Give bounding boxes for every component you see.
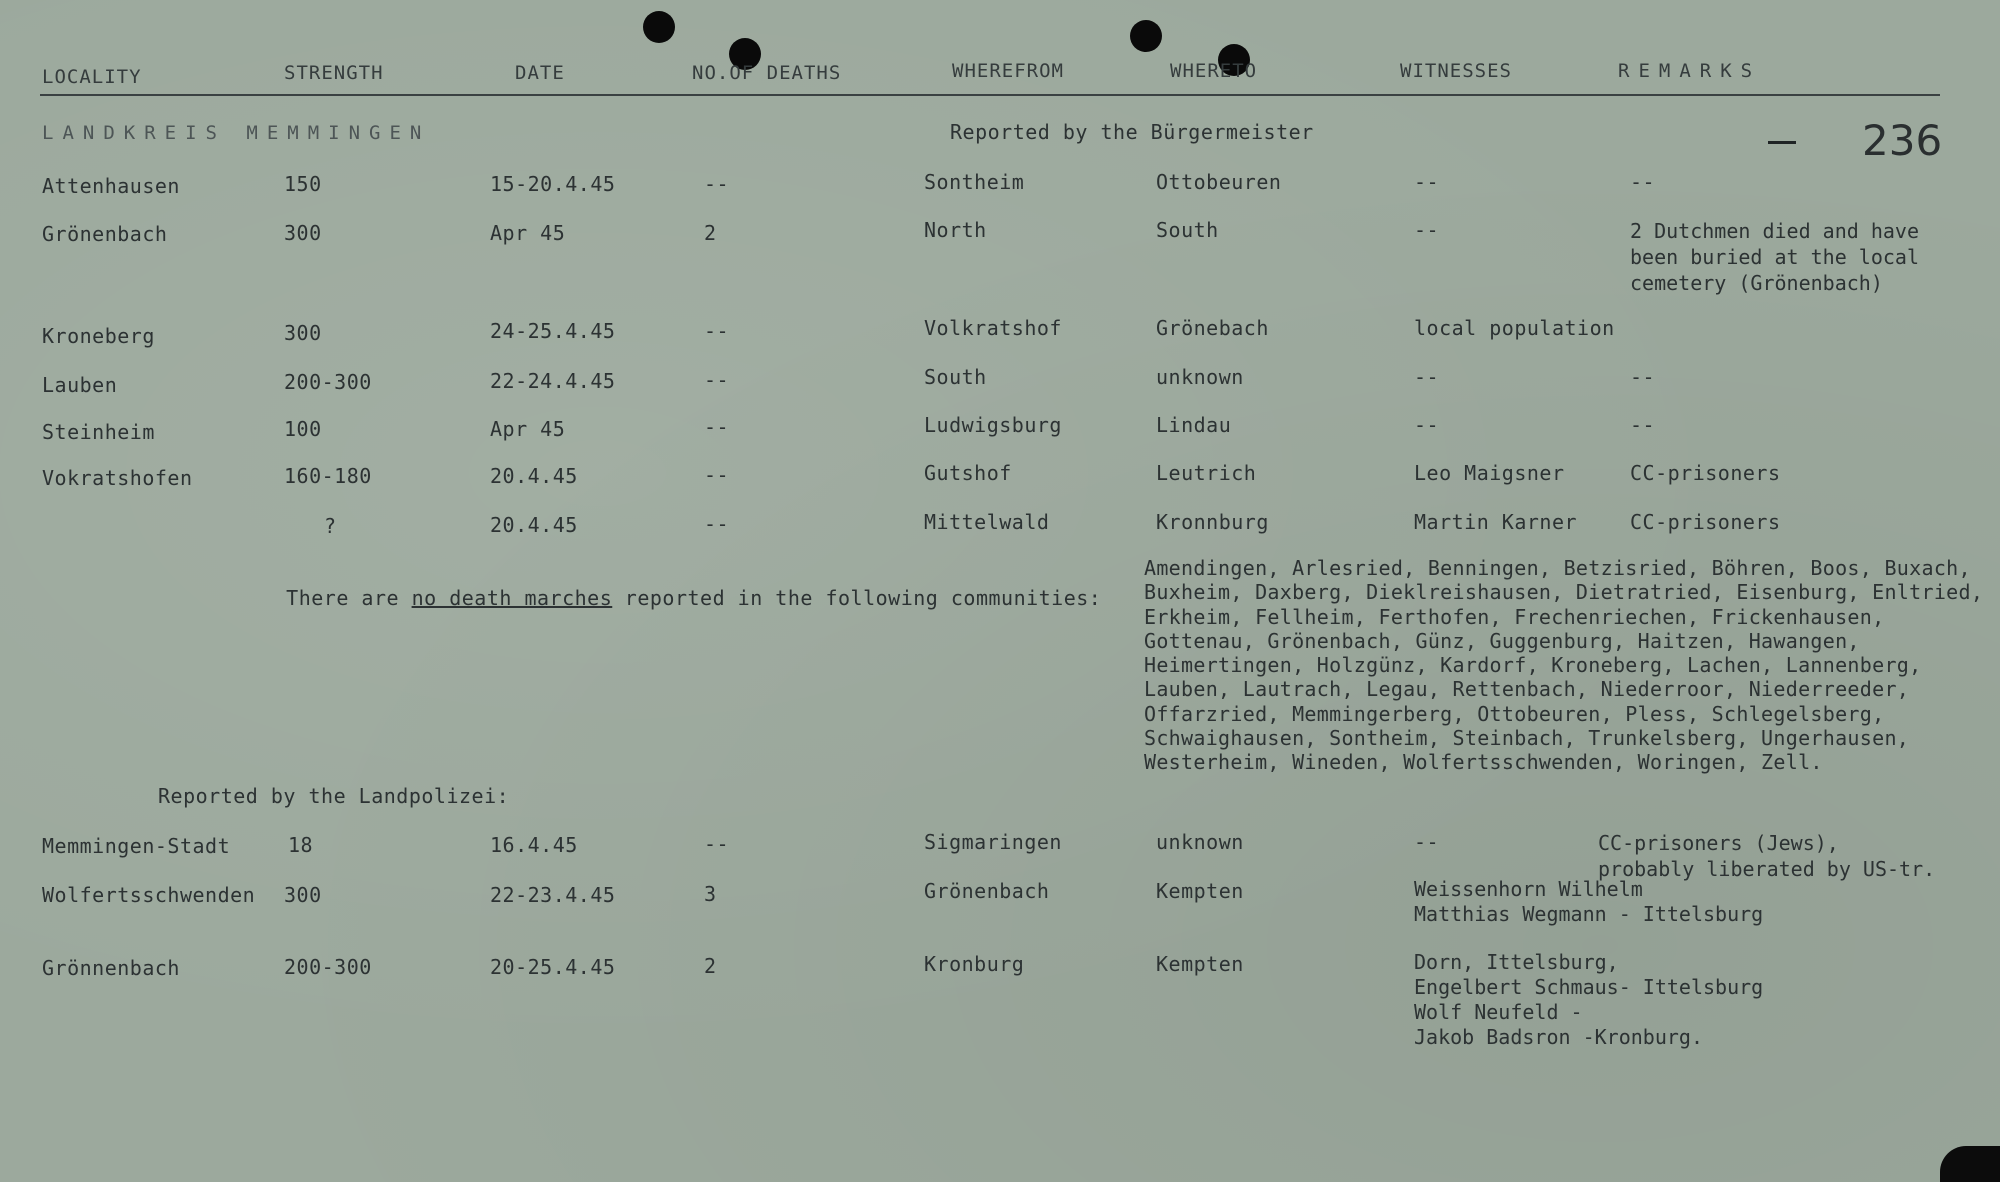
cell-whereto: Kronnburg: [1156, 510, 1269, 534]
cell-strength: 300: [284, 883, 322, 907]
cell-whereto: Grönebach: [1156, 316, 1269, 340]
cell-whereto: Kempten: [1156, 879, 1244, 903]
cell-date: Apr 45: [490, 417, 566, 441]
cell-remarks: 2 Dutchmen died and have been buried at the local cemetery (Grönenbach): [1630, 219, 1919, 295]
cell-wherefrom: Grönenbach: [924, 879, 1050, 903]
cell-deaths: --: [704, 319, 730, 343]
header-remarks: REMARKS: [1618, 60, 1762, 82]
corner-shadow: [1940, 1146, 2000, 1182]
cell-wherefrom: Mittelwald: [924, 510, 1050, 534]
header-wherefrom: WHEREFROM: [952, 60, 1064, 82]
cell-locality: Grönenbach: [42, 222, 168, 246]
cell-witnesses: Leo Maigsner: [1414, 461, 1565, 485]
header-deaths: NO.OF DEATHS: [692, 62, 842, 84]
no-marches-underlined: no death marches: [411, 586, 613, 610]
cell-deaths: --: [704, 172, 730, 196]
cell-strength: 18: [288, 833, 314, 857]
cell-strength: 150: [284, 172, 322, 196]
cell-remarks: CC-prisoners: [1630, 510, 1781, 534]
communities-list: Amendingen, Arlesried, Benningen, Betzisried, Böhren, Boos, Buxach, Buxheim, Daxberg, Dieklreishausen, Dietratried, Eisenburg, Enltried, Erkheim, Fellheim, Ferthofen, Frechenriechen, Frickenhausen, Gottenau, Grönenbach, Günz, Guggenburg, Haitzen, Hawangen, Heimertingen, Holzgünz, Kardorf, Kroneberg, Lachen, Lannenberg, Lauben, Lautrach, Legau, Rettenbach, Niederroor, Niederreeder, Offarzried, Memmingerberg, Ottobeuren, Pless, Schlegelsberg, Schwaighausen, Sontheim, Steinbach, Trunkelsberg, Ungerhausen, Westerheim, Wineden, Wolfertsschwenden, Woringen, Zell.: [1144, 556, 1984, 775]
cell-whereto: South: [1156, 218, 1219, 242]
cell-witnesses: --: [1414, 413, 1440, 437]
cell-witnesses: --: [1414, 365, 1440, 389]
cell-deaths: --: [704, 832, 730, 856]
cell-deaths: --: [704, 512, 730, 536]
cell-deaths: --: [704, 415, 730, 439]
cell-date: 20.4.45: [490, 513, 578, 537]
cell-witnesses: local population: [1414, 316, 1615, 340]
cell-remarks: --: [1630, 413, 1656, 437]
cell-whereto: Leutrich: [1156, 461, 1257, 485]
cell-wherefrom: Sigmaringen: [924, 830, 1062, 854]
header-rule: [40, 94, 1940, 96]
cell-whereto: Ottobeuren: [1156, 170, 1282, 194]
punch-hole: [643, 11, 675, 43]
cell-whereto: unknown: [1156, 830, 1244, 854]
cell-whereto: Lindau: [1156, 413, 1232, 437]
cell-whereto: Kempten: [1156, 952, 1244, 976]
cell-strength: 300: [284, 321, 322, 345]
cell-locality: Attenhausen: [42, 174, 180, 198]
reported-by-buergermeister: Reported by the Bürgermeister: [950, 120, 1314, 144]
cell-locality: Memmingen-Stadt: [42, 834, 231, 858]
header-witnesses: WITNESSES: [1400, 60, 1512, 82]
cell-locality: Wolfertsschwenden: [42, 883, 256, 907]
cell-deaths: 2: [704, 954, 717, 978]
cell-wherefrom: North: [924, 218, 987, 242]
cell-locality: Kroneberg: [42, 324, 155, 348]
no-marches-suffix: reported in the following communities:: [612, 586, 1102, 610]
cell-wherefrom: Volkratshof: [924, 316, 1062, 340]
header-locality: LOCALITY: [42, 66, 142, 88]
district-title: LANDKREIS MEMMINGEN: [42, 122, 431, 144]
cell-remarks: CC-prisoners (Jews), probably liberated by US-tr.: [1598, 831, 1936, 881]
cell-wherefrom: Gutshof: [924, 461, 1012, 485]
cell-strength: 200-300: [284, 370, 372, 394]
cell-date: 22-24.4.45: [490, 369, 616, 393]
cell-witnesses: Martin Karner: [1414, 510, 1578, 534]
punch-hole: [1130, 20, 1162, 52]
cell-wherefrom: Sontheim: [924, 170, 1025, 194]
cell-deaths: --: [704, 463, 730, 487]
cell-locality: Steinheim: [42, 420, 155, 444]
cell-strength: 160-180: [284, 464, 372, 488]
cell-remarks: CC-prisoners: [1630, 461, 1781, 485]
cell-witnesses: --: [1414, 170, 1440, 194]
header-strength: STRENGTH: [284, 62, 384, 84]
header-whereto: WHERETO: [1170, 60, 1258, 82]
cell-deaths: 3: [704, 882, 717, 906]
cell-strength: 300: [284, 221, 322, 245]
cell-locality: Lauben: [42, 373, 118, 397]
cell-locality: Vokratshofen: [42, 466, 193, 490]
cell-witnesses: Dorn, Ittelsburg, Engelbert Schmaus- Ittelsburg Wolf Neufeld - Jakob Badsron -Kronburg.: [1414, 950, 1764, 1049]
cell-date: 22-23.4.45: [490, 883, 616, 907]
cell-date: 20-25.4.45: [490, 955, 616, 979]
cell-strength: ?: [324, 514, 337, 538]
reported-by-landpolizei: Reported by the Landpolizei:: [158, 784, 510, 808]
cell-whereto: unknown: [1156, 365, 1244, 389]
cell-remarks: --: [1630, 170, 1656, 194]
cell-witnesses: Weissenhorn Wilhelm Matthias Wegmann - Ittelsburg: [1414, 877, 1764, 926]
cell-locality: Grönnenbach: [42, 956, 180, 980]
cell-date: Apr 45: [490, 221, 566, 245]
cell-strength: 200-300: [284, 955, 372, 979]
cell-date: 16.4.45: [490, 833, 578, 857]
no-marches-statement: [236, 562, 1101, 634]
header-date: DATE: [515, 62, 565, 84]
cell-deaths: --: [704, 368, 730, 392]
cell-deaths: 2: [704, 221, 717, 245]
cell-date: 15-20.4.45: [490, 172, 616, 196]
cell-remarks: --: [1630, 365, 1656, 389]
cell-strength: 100: [284, 417, 322, 441]
cell-date: 24-25.4.45: [490, 319, 616, 343]
cell-wherefrom: Ludwigsburg: [924, 413, 1062, 437]
no-marches-prefix: There are: [286, 586, 412, 610]
page-number: 236: [1862, 116, 1943, 165]
cell-wherefrom: Kronburg: [924, 952, 1025, 976]
page-mark: [1768, 141, 1796, 144]
cell-wherefrom: South: [924, 365, 987, 389]
cell-witnesses: --: [1414, 830, 1440, 854]
cell-witnesses: --: [1414, 218, 1440, 242]
cell-date: 20.4.45: [490, 464, 578, 488]
